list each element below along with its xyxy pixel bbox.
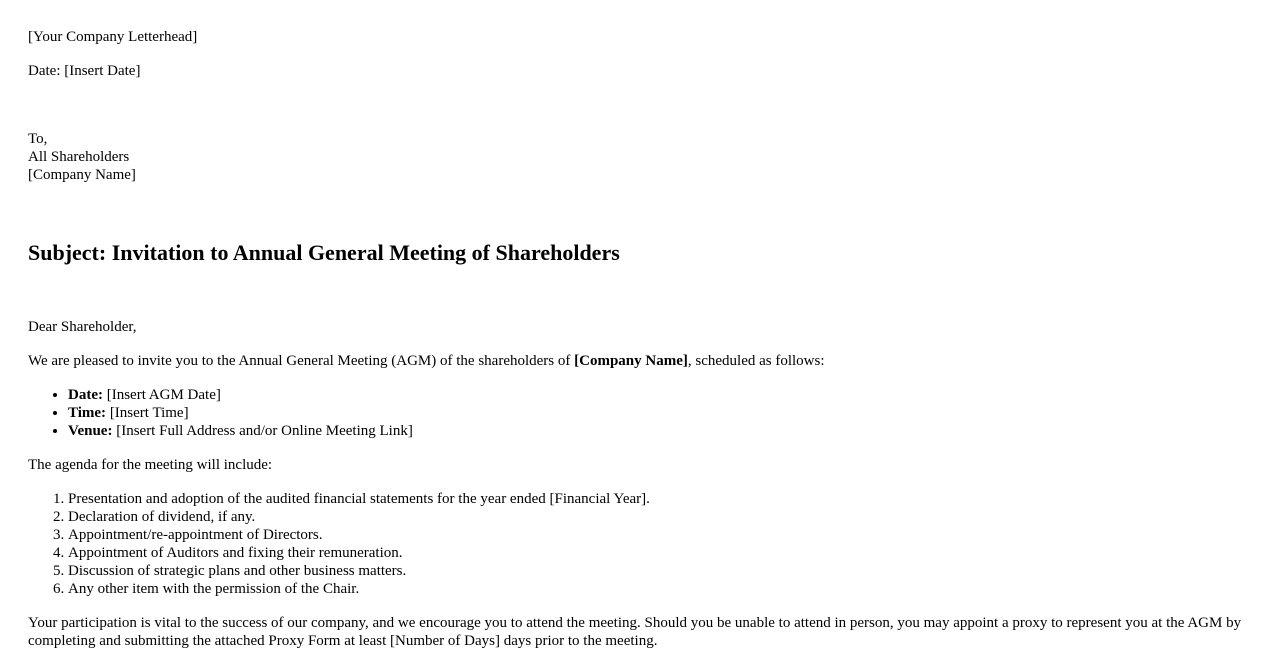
detail-value: [Insert Time] xyxy=(106,405,189,421)
intro-paragraph xyxy=(28,352,1250,370)
greeting: Dear Shareholder, xyxy=(28,319,137,335)
letter-subject: Subject: Invitation to Annual General Meeting of Shareholders xyxy=(28,240,620,265)
intro-text-after: , scheduled as follows: xyxy=(687,353,825,369)
detail-label: Time: xyxy=(68,405,107,421)
agenda-item: 1. Presentation and adoption of the audited financial statements for the year ended [Financial Year]. xyxy=(68,490,1250,508)
agenda-item: 5. Discussion of strategic plans and other business matters. xyxy=(68,562,1250,580)
letterhead: [Your Company Letterhead] xyxy=(28,29,198,45)
detail-value: [Insert AGM Date] xyxy=(102,387,221,403)
detail-value: [Insert Full Address and/or Online Meeting Link] xyxy=(112,423,413,439)
recipient-name: All Shareholders xyxy=(28,149,130,165)
detail-venue xyxy=(68,422,1250,440)
detail-time xyxy=(68,404,1250,422)
agenda-item: 2. Declaration of dividend, if any. xyxy=(68,508,1250,526)
detail-label: Date: xyxy=(68,387,103,403)
recipient-block xyxy=(28,130,1250,184)
closing-paragraph: Your participation is vital to the success of our company, and we encourage you to attend the meeting. Should you be unable to attend in person, you may appoint a proxy to represent you at the AGM by completing and submitting the attached Proxy Form at least [Number of Days] days prior to the meeting. xyxy=(28,615,1242,649)
agenda-intro: The agenda for the meeting will include: xyxy=(28,457,273,473)
detail-label: Venue: xyxy=(68,423,113,439)
letter-date: Date: [Insert Date] xyxy=(28,63,141,79)
letter-page xyxy=(28,28,1250,650)
intro-text-before: We are pleased to invite you to the Annual General Meeting (AGM) of the shareholders of xyxy=(28,353,575,369)
recipient-salutation: To, xyxy=(28,131,48,147)
agenda-item: 4. Appointment of Auditors and fixing their remuneration. xyxy=(68,544,1250,562)
recipient-company: [Company Name] xyxy=(28,167,136,183)
agenda-item: 6. Any other item with the permission of the Chair. xyxy=(68,580,1250,598)
intro-company-name: [Company Name] xyxy=(574,353,688,369)
detail-date xyxy=(68,386,1250,404)
meeting-details-list xyxy=(28,386,1250,440)
agenda-list xyxy=(28,490,1250,598)
agenda-item: 3. Appointment/re-appointment of Directors. xyxy=(68,526,1250,544)
